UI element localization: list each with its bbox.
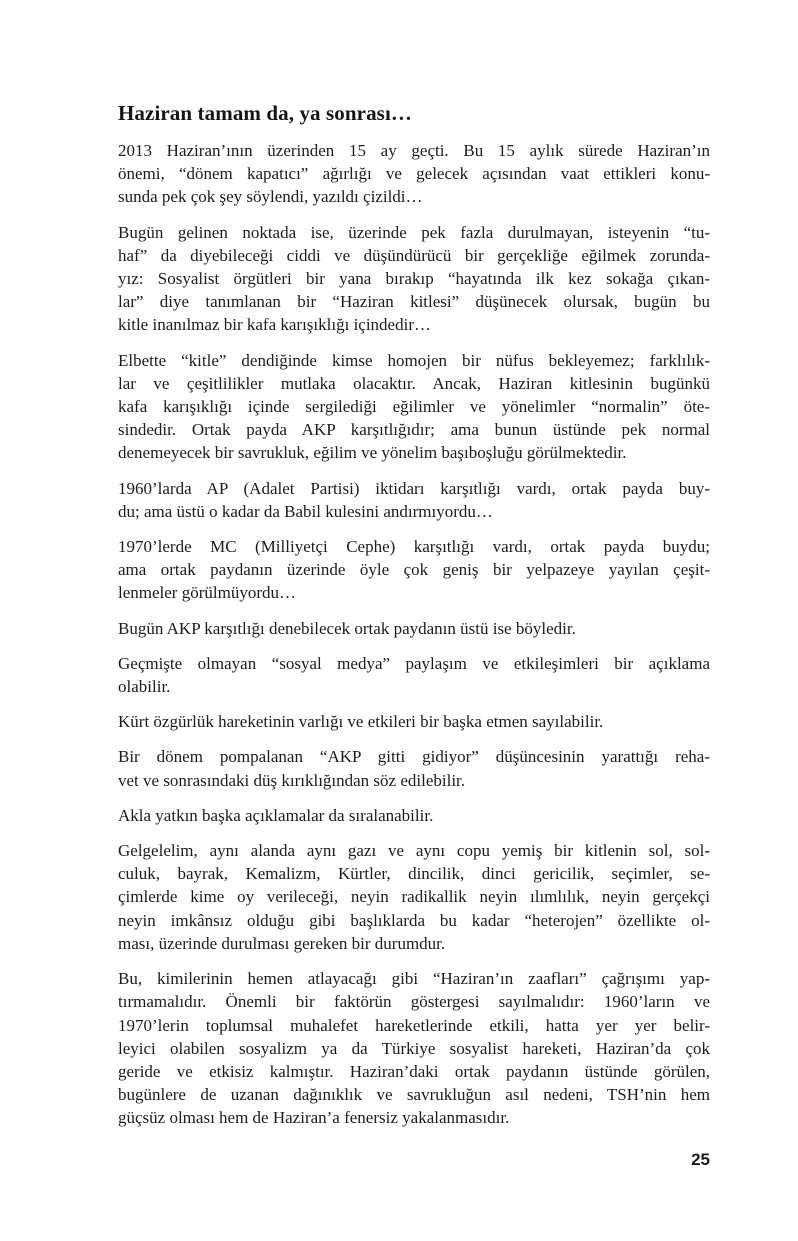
- text-line: 2013 Haziran’ının üzerinden 15 ay geçti. Bu 15 aylık sürede Haziran’ın: [118, 141, 710, 160]
- text-line: tırmamalıdır. Önemli bir faktörün göstergesi sayılmalıdır: 1960’ların ve: [118, 992, 710, 1012]
- paragraph-12: [118, 967, 710, 1129]
- text-line: Akla yatkın başka açıklamalar da sıralanabilir.: [118, 805, 434, 825]
- text-line: kitle inanılmaz bir kafa karışıklığı içindedir…: [118, 315, 431, 335]
- text-line: bugünlere de uzanan dağınıklık ve savrukluğun asıl nedeni, TSH’nin hem: [118, 1085, 710, 1105]
- page-number: 25: [691, 1150, 710, 1169]
- paragraph-9: [118, 745, 710, 791]
- text-line: Bir dönem pompalanan “AKP gitti gidiyor” düşüncesinin yarattığı reha-: [118, 747, 710, 767]
- text-line: du; ama üstü o kadar da Babil kulesini andırmıyordu…: [118, 501, 493, 521]
- text-line: 1960’larda AP (Adalet Partisi) iktidarı karşıtlığı vardı, ortak payda buy-: [118, 478, 710, 498]
- text-line: önemi, “dönem kapatıcı” ağırlığı ve gelecek açısından vaat ettikleri konu-: [118, 164, 710, 184]
- paragraph-3: [118, 349, 710, 465]
- paragraph-4: [118, 477, 710, 523]
- text-line: kafa karışıklığı içinde sergilediği eğilimler ve yönelimler “normalin” öte-: [118, 397, 710, 417]
- paragraph-10: [118, 804, 710, 827]
- paragraph-5: [118, 535, 710, 605]
- text-line: Gelgelelim, aynı alanda aynı gazı ve aynı copu yemiş bir kitlenin sol, sol-: [118, 841, 710, 861]
- paragraph-7: [118, 652, 710, 698]
- text-line: lar” diye tanımlanan bir “Haziran kitlesi” düşünecek olursak, bugün bu: [118, 292, 710, 312]
- text-line: ama ortak paydanın üzerinde öyle çok geniş bir yelpazeye yayılan çeşit-: [118, 560, 710, 580]
- text-line: neyin imkânsız olduğu gibi başlıklarda bu kadar “heterojen” özellikte ol-: [118, 910, 710, 930]
- text-line: lar ve çeşitlilikler mutlaka olacaktır. Ancak, Haziran kitlesinin bugünkü: [118, 373, 710, 393]
- text-column: [118, 100, 710, 1142]
- text-line: Kürt özgürlük hareketinin varlığı ve etkileri bir başka etmen sayılabilir.: [118, 712, 604, 732]
- text-line: sindedir. Ortak payda AKP karşıtlığıdır; ama bunun üstünde pek normal: [118, 420, 710, 440]
- text-line: Bu, kimilerinin hemen atlayacağı gibi “Haziran’ın zaafları” çağrışımı yap-: [118, 969, 710, 989]
- section-title: Haziran tamam da, ya sonrası…: [118, 101, 412, 125]
- text-line: Bugün AKP karşıtlığı denebilecek ortak paydanın üstü ise böyledir.: [118, 618, 576, 638]
- text-line: vet ve sonrasındaki düş kırıklığından söz edilebilir.: [118, 770, 466, 790]
- text-line: Bugün gelinen noktada ise, üzerinde pek fazla durulmayan, isteyenin “tu-: [118, 222, 710, 242]
- text-line: lenmeler görülmüyordu…: [118, 583, 296, 603]
- text-line: culuk, bayrak, Kemalizm, Kürtler, dincilik, dinci gericilik, seçimler, se-: [118, 864, 710, 884]
- text-line: haf” da diyebileceği ciddi ve düşündürücü bir gerçekliğe eğilmek zorunda-: [118, 245, 710, 265]
- text-line: yız: Sosyalist örgütleri bir yana bırakıp “hayatında ilk kez sokağa çıkan-: [118, 269, 710, 289]
- text-line: denemeyecek bir savrukluk, eğilim ve yönelim başıboşluğu görülmektedir.: [118, 443, 627, 463]
- text-line: geride ve etkisiz kalmıştır. Haziran’daki ortak paydanın üstünde görülen,: [118, 1061, 710, 1081]
- paragraph-8: [118, 710, 710, 733]
- text-line: sunda pek çok şey söylendi, yazıldı çizildi…: [118, 187, 423, 207]
- paragraph-2: [118, 221, 710, 337]
- text-line: 1970’lerin toplumsal muhalefet hareketlerinde etkili, hatta yer yer belir-: [118, 1015, 710, 1035]
- text-line: olabilir.: [118, 677, 171, 697]
- text-line: 1970’lerde MC (Milliyetçi Cephe) karşıtlığı vardı, ortak payda buydu;: [118, 537, 710, 557]
- text-line: ması, üzerinde durulması gereken bir durumdur.: [118, 933, 446, 953]
- text-line: çimlerde kime oy verileceği, neyin radikallik neyin ılımlılık, neyin gerçekçi: [118, 887, 710, 907]
- text-line: Geçmişte olmayan “sosyal medya” paylaşım ve etkileşimleri bir açıklama: [118, 653, 710, 673]
- paragraph-1: [118, 139, 710, 209]
- text-line: Elbette “kitle” dendiğinde kimse homojen bir nüfus bekleyemez; farklılık-: [118, 350, 710, 370]
- paragraph-6: [118, 617, 710, 640]
- paragraph-11: [118, 839, 710, 955]
- text-line: leyici olabilen sosyalizm ya da Türkiye sosyalist hareketi, Haziran’da çok: [118, 1038, 710, 1058]
- text-line: güçsüz olması hem de Haziran’a fenersiz yakalanmasıdır.: [118, 1108, 510, 1128]
